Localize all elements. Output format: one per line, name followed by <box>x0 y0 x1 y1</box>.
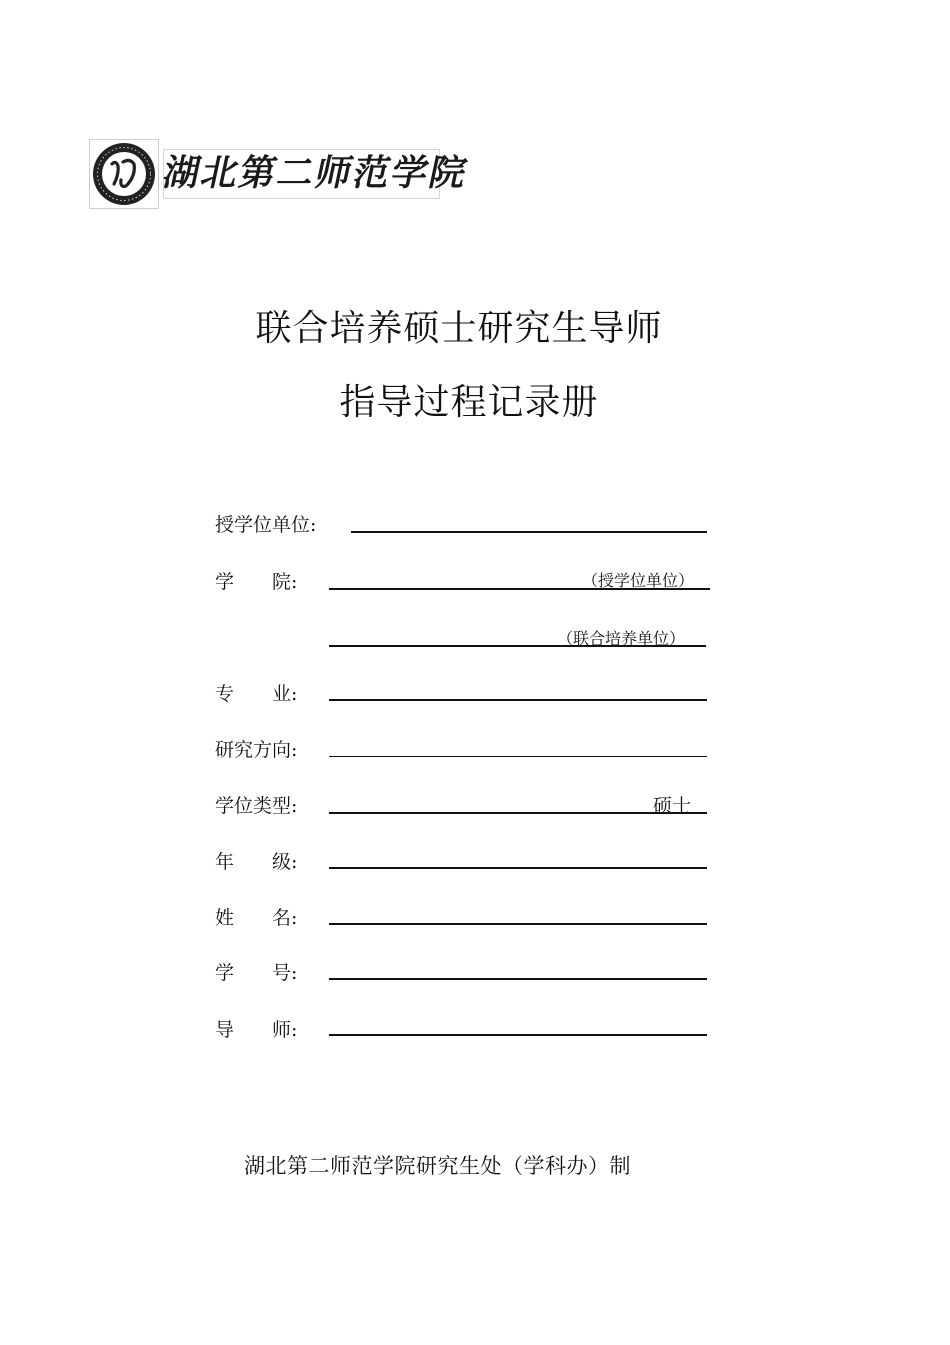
wordmark-text: 湖北第二师范学院 <box>159 153 473 194</box>
student-id-label: 学 号: <box>215 962 298 984</box>
degree-unit-label: 授学位单位: <box>215 514 317 536</box>
degree-type-value: 硕士 <box>653 795 692 817</box>
institution-logo <box>89 139 473 209</box>
document-title: 联合培养硕士研究生导师 <box>255 308 663 349</box>
degree-unit-field[interactable] <box>351 531 707 533</box>
college-label: 学 院: <box>215 571 298 593</box>
college-note-joint-unit: （联合培养单位） <box>557 629 686 648</box>
research-direction-field[interactable] <box>329 756 707 757</box>
name-label: 姓 名: <box>215 907 298 929</box>
document-subtitle: 指导过程记录册 <box>339 382 599 423</box>
degree-type-label: 学位类型: <box>215 795 298 817</box>
research-direction-label: 研究方向: <box>215 739 298 761</box>
major-label: 专 业: <box>215 683 298 705</box>
student-id-field[interactable] <box>329 978 707 980</box>
grade-field[interactable] <box>329 867 707 869</box>
advisor-field[interactable] <box>329 1034 707 1036</box>
major-field[interactable] <box>329 699 707 701</box>
advisor-label: 导 师: <box>215 1019 298 1041</box>
institution-wordmark <box>159 149 473 199</box>
grade-label: 年 级: <box>215 851 298 873</box>
university-seal-icon <box>89 139 159 209</box>
college-note-degree-unit: （授学位单位） <box>582 571 695 590</box>
issuer-footer: 湖北第二师范学院研究生处（学科办）制 <box>244 1154 631 1178</box>
name-field[interactable] <box>329 923 707 925</box>
degree-type-field[interactable] <box>329 812 707 814</box>
